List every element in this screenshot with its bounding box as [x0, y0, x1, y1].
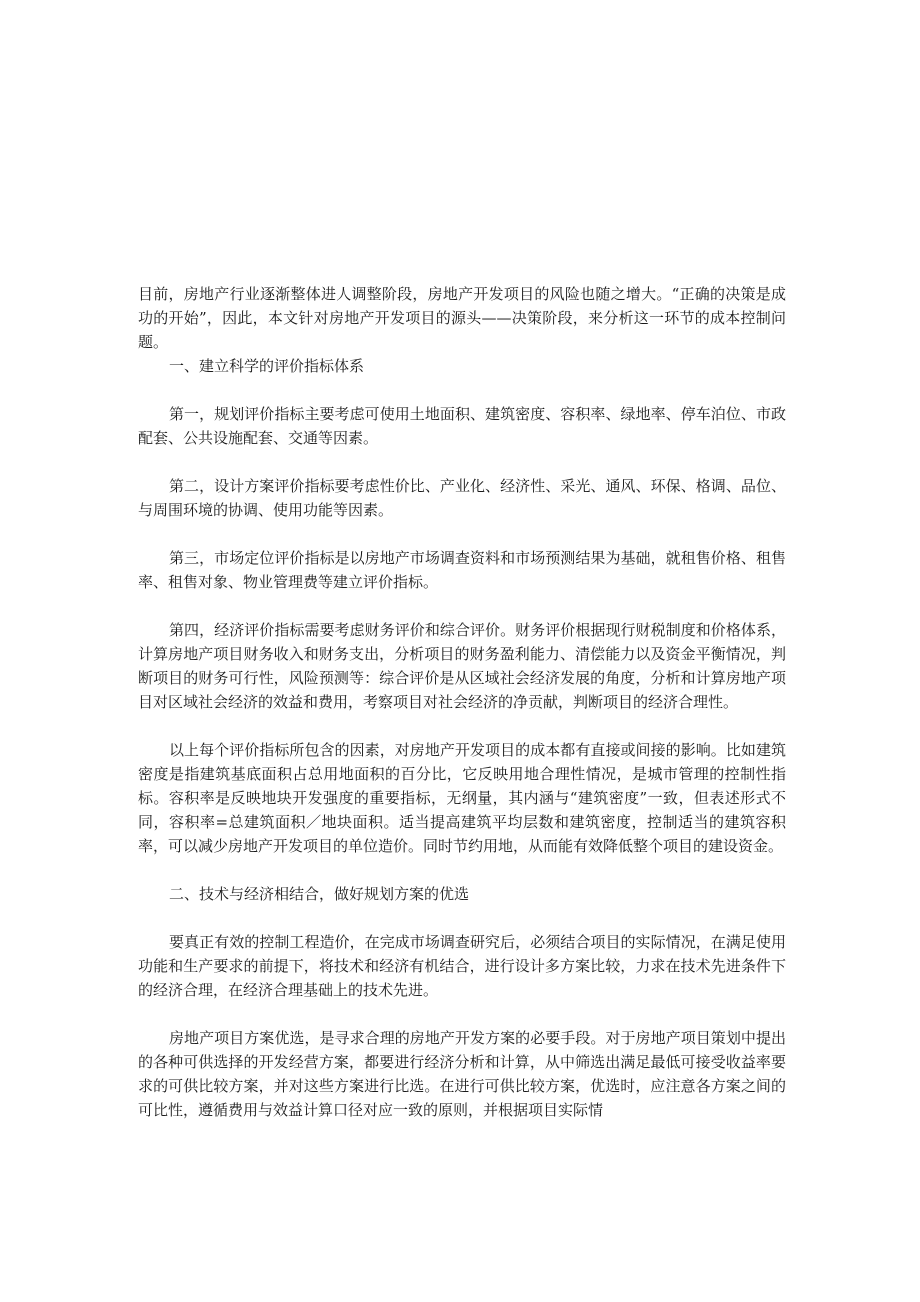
section-heading-1: 一、建立科学的评价指标体系 — [169, 357, 365, 375]
intro-paragraph: 目前，房地产行业逐渐整体进人调整阶段，房地产开发项目的风险也随之增大。“正确的决策是成功的开始”，因此，本文针对房地产开发项目的源头——决策阶段，来分析这一环节的成本控制问题。 — [138, 285, 786, 351]
paragraph-first: 第一，规划评价指标主要考虑可使用土地面积、建筑密度、容积率、绿地率、停车泊位、市政配套、公共设施配套、交通等因素。 — [138, 405, 786, 447]
paragraph-third: 第三，市场定位评价指标是以房地产市场调查资料和市场预测结果为基础，就租售价格、租售率、租售对象、物业管理费等建立评价指标。 — [138, 549, 786, 591]
paragraph-second: 第二，设计方案评价指标要考虑性价比、产业化、经济性、采光、通风、环保、格调、品位、与周围环境的协调、使用功能等因素。 — [138, 477, 786, 519]
paragraph-scheme-selection: 房地产项目方案优选，是寻求合理的房地产开发方案的必要手段。对于房地产项目策划中提出的各种可供选择的开发经营方案，都要进行经济分析和计算，从中筛选出满足最低可接受收益率要求的可供比较方案，并对这些方案进行比选。在进行可供比较方案，优选时，应注意各方案之间的可比性，遵循费用与效益计算口径对应一致的原则，并根据项目实际情 — [138, 1029, 786, 1119]
paragraph-cost-control: 要真正有效的控制工程造价，在完成市场调查研究后，必须结合项目的实际情况，在满足使用功能和生产要求的前提下，将技术和经济有机结合，进行设计多方案比较，力求在技术先进条件下的经济合理，在经济合理基础上的技术先进。 — [138, 933, 786, 999]
paragraph-indicators-summary: 以上每个评价指标所包含的因素，对房地产开发项目的成本都有直接或间接的影响。比如建筑密度是指建筑基底面积占总用地面积的百分比，它反映用地合理性情况，是城市管理的控制性指标。容积率是反映地块开发强度的重要指标，无纲量，其内涵与“建筑密度”一致，但表述形式不同，容积率=总建筑面积／地块面积。适当提高建筑平均层数和建筑密度，控制适当的建筑容积率，可以减少房地产开发项目的单位造价。同时节约用地，从而能有效降低整个项目的建设资金。 — [138, 741, 786, 855]
section-heading-2: 二、技术与经济相结合，做好规划方案的优选 — [169, 885, 470, 903]
document-body — [138, 282, 786, 1122]
paragraph-fourth: 第四，经济评价指标需要考虑财务评价和综合评价。财务评价根据现行财税制度和价格体系，计算房地产项目财务收入和财务支出，分析项目的财务盈利能力、清偿能力以及资金平衡情况，判断项目的财务可行性，风险预测等：综合评价是从区域社会经济发展的角度，分析和计算房地产项目对区域社会经济的效益和费用，考察项目对社会经济的净贡献，判断项目的经济合理性。 — [138, 621, 786, 711]
